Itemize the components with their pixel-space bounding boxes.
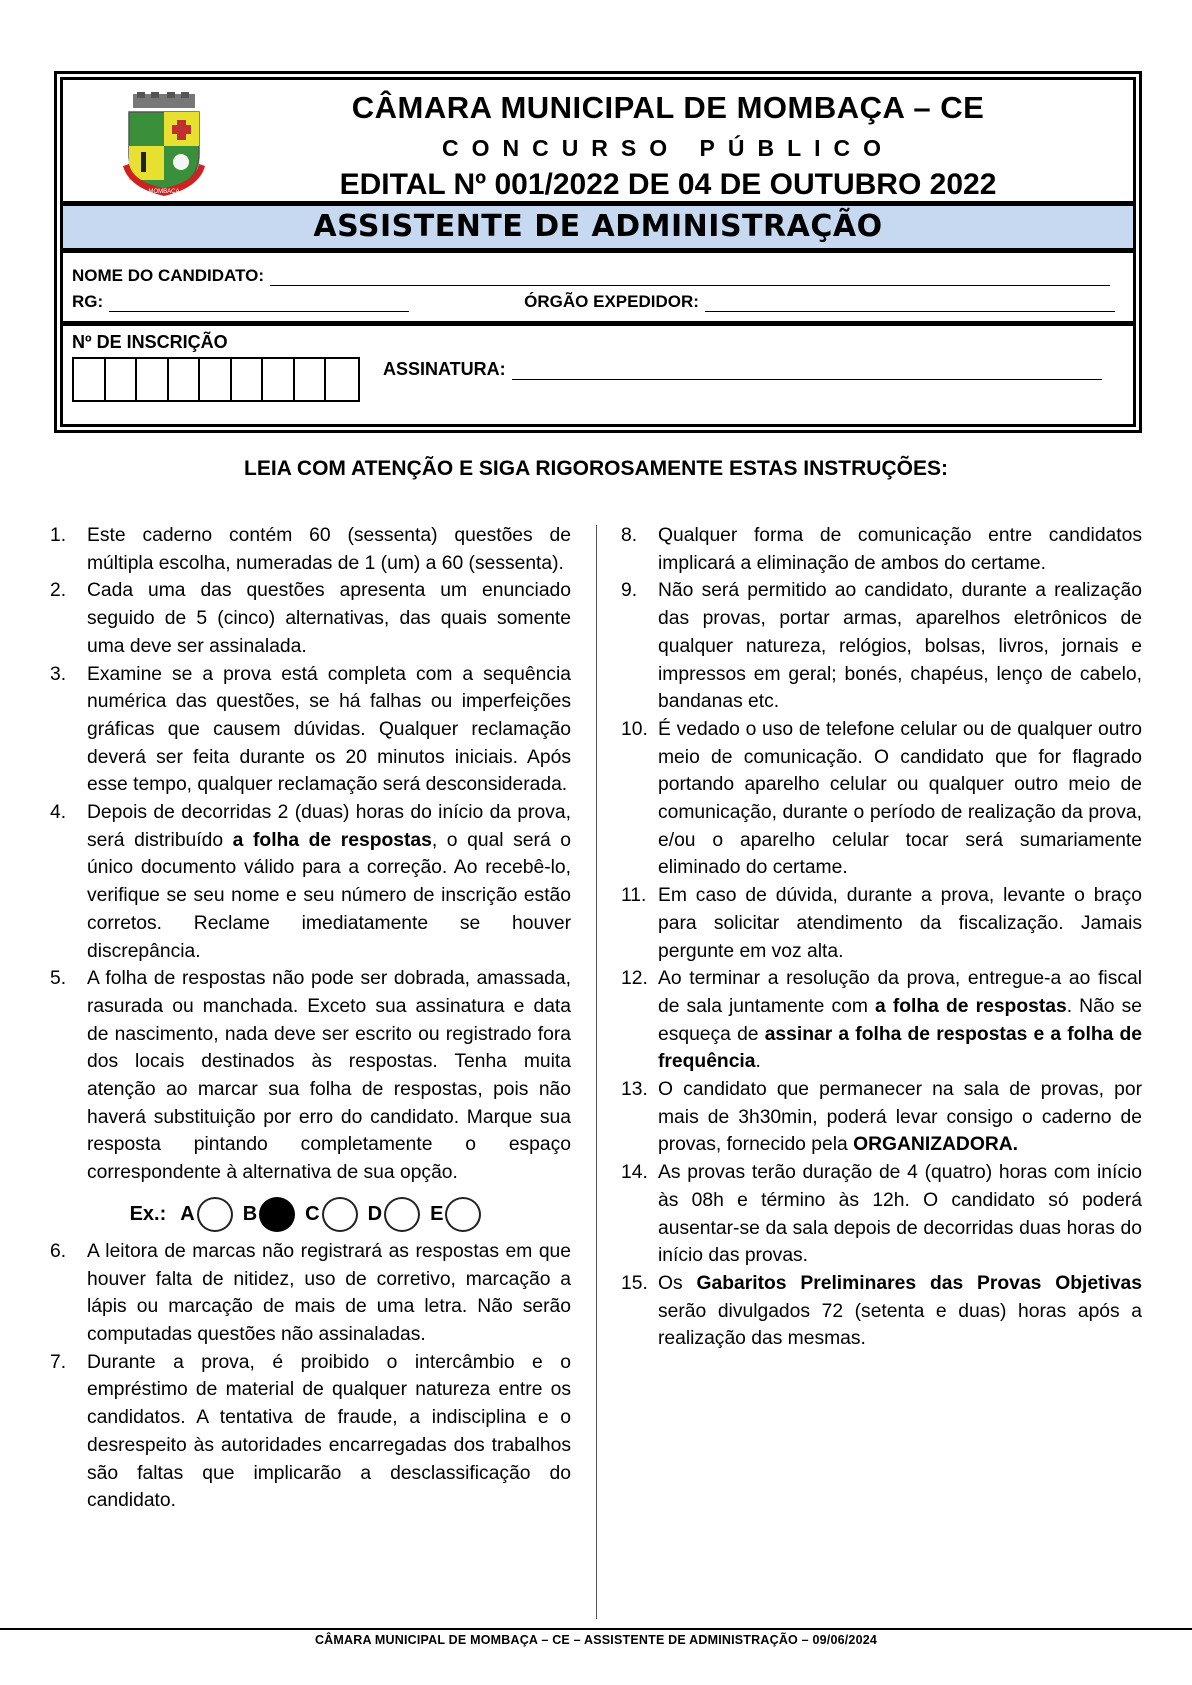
instruction-item: [50, 522, 571, 577]
name-field[interactable]: [270, 268, 1110, 286]
registration-label: Nº DE INSCRIÇÃO: [72, 332, 228, 352]
registration-digit-box[interactable]: [74, 359, 106, 400]
registration-digit-box[interactable]: [169, 359, 201, 400]
option-letter: E: [430, 1203, 444, 1226]
instructions-left-column: [50, 522, 571, 1515]
example-label: Ex.:: [129, 1203, 167, 1226]
registration-digit-box[interactable]: [295, 359, 327, 400]
instruction-text: Cada uma das questões apresenta um enunciado seguido de 5 (cinco) alternativas, das quais somente uma deve ser assinalada.: [87, 580, 571, 657]
instruction-number: 8.: [621, 525, 638, 546]
empty-bubble-icon: [445, 1197, 481, 1232]
example-option-a: [180, 1197, 232, 1232]
instruction-number: 12.: [621, 968, 648, 990]
instruction-number: 7.: [50, 1351, 67, 1373]
registration-digit-box[interactable]: [263, 359, 295, 400]
instructions-right-column: [621, 522, 1142, 1353]
registration-number-boxes[interactable]: [72, 357, 360, 402]
instruction-number: 4.: [50, 802, 67, 824]
instruction-item: [50, 965, 571, 1187]
instruction-text: Examine se a prova está completa com a sequência numérica das questões, se há falhas ou imperfeições gráficas que causem dúvidas. Qualquer reclamação deverá ser feita durante os 20 minutos iniciais. Após esse tempo, qualquer reclamação será desconsiderada.: [87, 663, 571, 796]
signature-label: ASSINATURA:: [383, 359, 506, 379]
issuer-label: ÓRGÃO EXPEDIDOR:: [524, 292, 699, 311]
instruction-text: O candidato que permanecer na sala de provas, por mais de 3h30min, poderá levar consigo o caderno de provas, fornecido pela ORGANIZADORA.: [658, 1079, 1142, 1156]
filled-bubble-icon: [259, 1197, 295, 1232]
instruction-number: 5.: [50, 968, 67, 990]
example-option-b: [243, 1197, 295, 1232]
instruction-number: 14.: [621, 1162, 648, 1184]
option-letter: B: [242, 1203, 258, 1226]
instruction-text: Depois de decorridas 2 (duas) horas do início da prova, será distribuído a folha de respostas, o qual será o único documento válido para a correção. Ao recebê-lo, verifique se seu nome e seu número de inscrição estão corretos. Reclame imediatamente se houver discrepância.: [87, 802, 571, 962]
empty-bubble-icon: [322, 1197, 358, 1232]
column-divider: [596, 525, 597, 1619]
instruction-number: 1.: [50, 525, 67, 546]
registration-digit-box[interactable]: [137, 359, 169, 400]
instruction-text: A leitora de marcas não registrará as respostas em que houver falta de nitidez, uso de corretivo, marcação a lápis ou marcação de mais de uma letra. Não serão computadas questões não assinaladas.: [87, 1240, 571, 1345]
instruction-item: [621, 577, 1142, 716]
option-letter: A: [180, 1203, 195, 1226]
instruction-number: 10.: [621, 718, 648, 740]
registration-digit-box[interactable]: [232, 359, 264, 400]
empty-bubble-icon: [384, 1197, 420, 1232]
option-letter: D: [367, 1203, 383, 1226]
instruction-text: Não será permitido ao candidato, durante a realização das provas, portar armas, aparelhos eletrônicos de qualquer natureza, relógios, bolsas, livros, jornais e impressos em geral; bonés, chapéus, lenço de cabelo, bandanas etc.: [658, 580, 1142, 713]
signature-field[interactable]: [512, 362, 1102, 380]
instructions-title: LEIA COM ATENÇÃO E SIGA RIGOROSAMENTE ESTAS INSTRUÇÕES:: [244, 457, 948, 480]
instruction-text: Os Gabaritos Preliminares das Provas Objetivas serão divulgados 72 (setenta e duas) horas após a realização das mesmas.: [658, 1272, 1142, 1350]
instruction-number: 3.: [50, 663, 67, 685]
svg-text:MOMBAÇA: MOMBAÇA: [148, 189, 180, 195]
instruction-item: [621, 522, 1142, 577]
instruction-text: Em caso de dúvida, durante a prova, levante o braço para solicitar atendimento da fiscalização. Jamais pergunte em voz alta.: [658, 885, 1142, 962]
exam-header: [54, 71, 1142, 433]
title-block: [62, 79, 1134, 202]
example-option-d: [368, 1197, 420, 1232]
instruction-number: 2.: [50, 580, 67, 602]
registration-digit-box[interactable]: [200, 359, 232, 400]
instruction-item: [621, 1076, 1142, 1159]
instruction-text: As provas terão duração de 4 (quatro) horas com início às 08h e término às 12h. O candidato só poderá ausentar-se da sala depois de decorridas duas horas do início das provas.: [658, 1162, 1142, 1267]
instruction-item: [50, 799, 571, 965]
example-option-e: [430, 1197, 481, 1232]
registration-digit-box[interactable]: [326, 359, 358, 400]
instruction-item: [621, 1270, 1142, 1353]
answer-marking-example: [50, 1192, 571, 1238]
instruction-text: Ao terminar a resolução da prova, entregue-a ao fiscal de sala juntamente com a folha de respostas. Não se esqueça de assinar a folha de respostas e a folha de frequência.: [658, 968, 1142, 1073]
instruction-number: 9.: [621, 580, 638, 602]
page-footer: CÂMARA MUNICIPAL DE MOMBAÇA – CE – ASSISTENTE DE ADMINISTRAÇÃO – 09/06/2024: [314, 1633, 878, 1647]
contest-title: CONCURSO PÚBLICO: [441, 135, 895, 161]
footer-rule: [0, 1628, 1192, 1630]
option-letter: C: [305, 1203, 320, 1226]
institution-title: CÂMARA MUNICIPAL DE MOMBAÇA – CE: [351, 90, 985, 125]
instruction-number: 13.: [621, 1079, 648, 1101]
instruction-number: 15.: [621, 1272, 648, 1294]
instruction-item: [621, 716, 1142, 882]
rg-field[interactable]: [109, 294, 409, 312]
issuer-field[interactable]: [705, 294, 1115, 312]
instruction-text: Este caderno contém 60 (sessenta) questões de múltipla escolha, numeradas de 1 (um) a 60 (sessenta).: [87, 525, 571, 574]
name-label: NOME DO CANDIDATO:: [72, 266, 265, 285]
instruction-item: [50, 661, 571, 800]
instruction-item: [621, 965, 1142, 1076]
registration-digit-box[interactable]: [106, 359, 138, 400]
instruction-text: A folha de respostas não pode ser dobrada, amassada, rasurada ou manchada. Exceto sua assinatura e data de nascimento, nada deve ser escrito ou registrado fora dos locais destinados às respostas. Tenha muita atenção ao marcar sua folha de respostas, pois não haverá substituição por erro do candidato. Marque sua resposta pintando completamente o espaço correspondente à alternativa de sua opção.: [87, 968, 571, 1184]
instruction-number: 6.: [50, 1240, 67, 1262]
example-option-c: [305, 1197, 357, 1232]
registration-block: [62, 325, 1134, 425]
instruction-item: [621, 1159, 1142, 1270]
rg-label: RG:: [72, 292, 104, 311]
instruction-text: É vedado o uso de telefone celular ou de qualquer outro meio de comunicação. O candidato que for flagrado portando aparelho celular ou qualquer outro meio de comunicação, durante o período de realização da prova, e/ou o aparelho celular tocar será sumariamente eliminado do certame.: [658, 718, 1142, 879]
instruction-item: [50, 577, 571, 660]
candidate-fields: [62, 252, 1134, 322]
instruction-item: [621, 882, 1142, 965]
edital-title: EDITAL Nº 001/2022 DE 04 DE OUTUBRO 2022: [339, 168, 997, 201]
instruction-text: Qualquer forma de comunicação entre candidatos implicará a eliminação de ambos do certame.: [658, 525, 1142, 574]
role-title: ASSISTENTE DE ADMINISTRAÇÃO: [62, 205, 1134, 249]
instruction-text: Durante a prova, é proibido o intercâmbio e o empréstimo de material de qualquer natureza entre os candidatos. A tentativa de fraude, a indisciplina e o desrespeito às autoridades encarregadas dos trabalhos são faltas que implicarão a desclassificação do candidato.: [87, 1351, 571, 1512]
empty-bubble-icon: [197, 1197, 233, 1232]
instruction-item: [50, 1238, 571, 1349]
instruction-number: 11.: [621, 885, 647, 907]
instruction-item: [50, 1349, 571, 1515]
